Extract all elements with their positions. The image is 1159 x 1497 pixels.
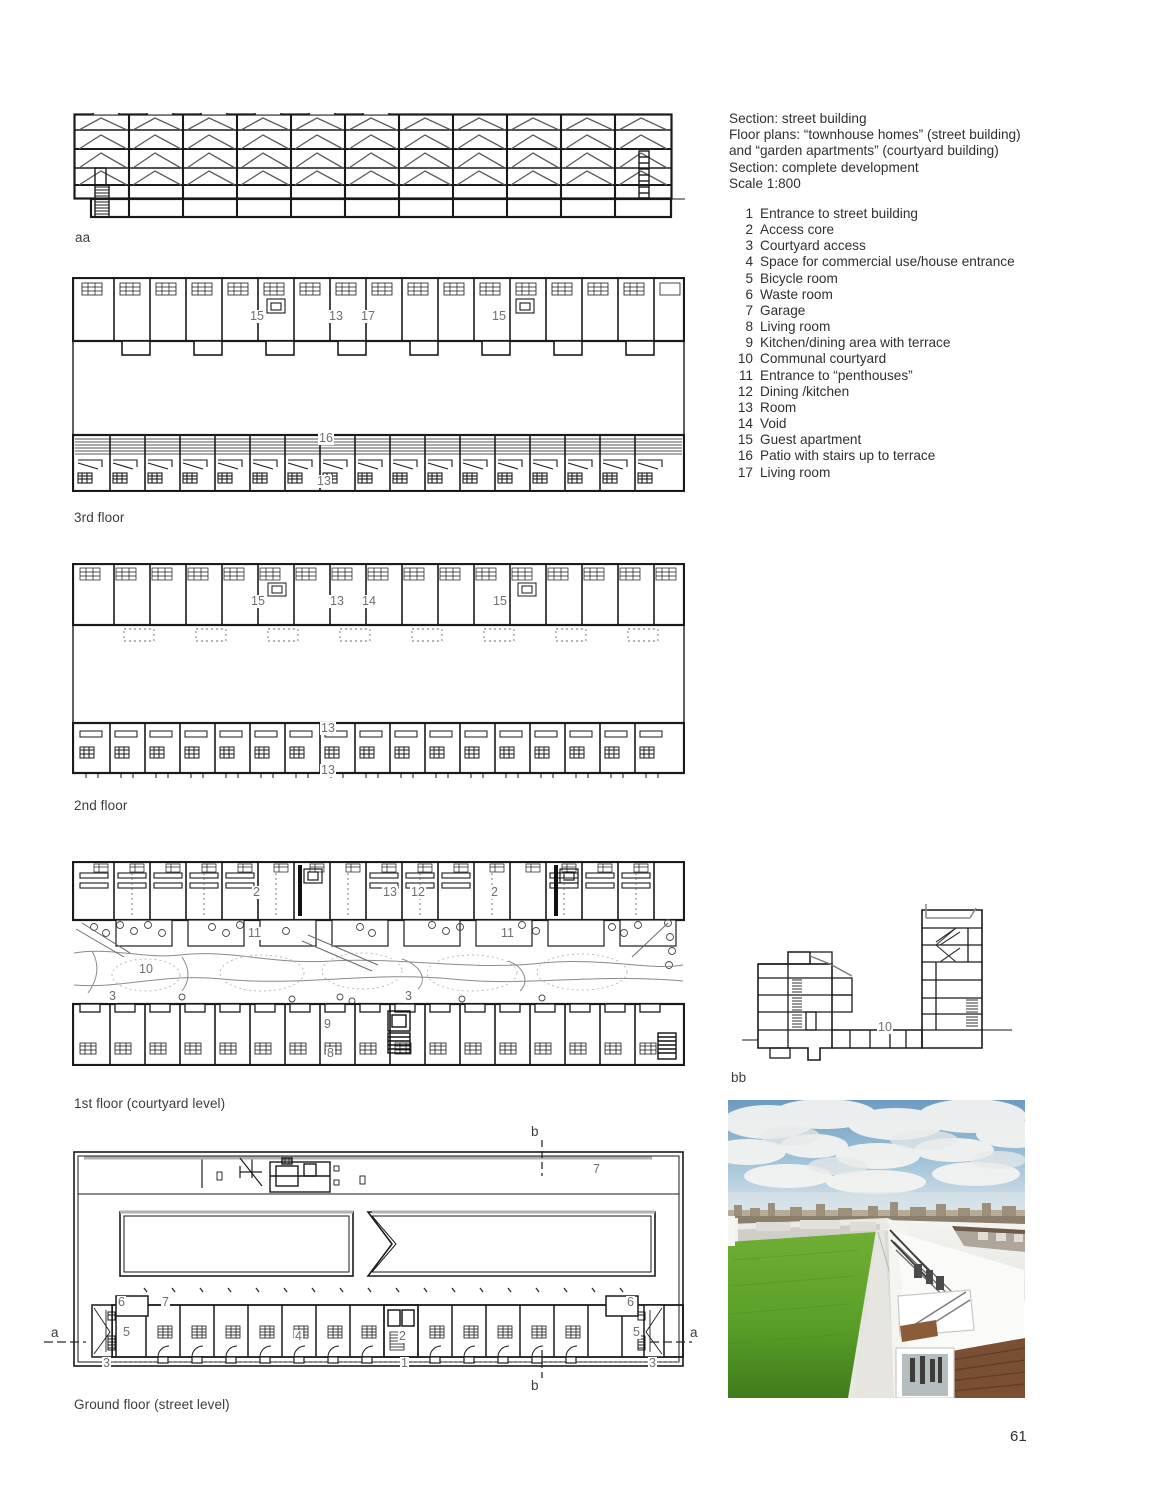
- legend-number: 14: [737, 416, 753, 432]
- section-line-b-top: [540, 1140, 544, 1176]
- info-line: Floor plans: “townhouse homes” (street building): [729, 127, 1021, 143]
- legend-item: [729, 206, 1059, 222]
- legend-number: 6: [745, 286, 753, 302]
- legend-label: Space for commercial use/house entrance: [760, 254, 1015, 270]
- section-aa-svg: [73, 113, 685, 219]
- legend-item: [729, 465, 1059, 481]
- legend-number: 9: [745, 335, 753, 351]
- legend-label: Access core: [760, 222, 835, 238]
- info-line: Scale 1:800: [729, 175, 801, 191]
- room-tag: 4: [295, 1329, 302, 1343]
- section-marker-label-a: a: [51, 1325, 59, 1340]
- room-tag: 7: [593, 1162, 600, 1176]
- room-tag: 11: [248, 926, 261, 940]
- room-tag: 8: [327, 1046, 334, 1060]
- legend-label: Void: [760, 416, 787, 432]
- legend-item: [729, 448, 1059, 464]
- room-tag: 3: [103, 1356, 110, 1370]
- section-line-a-left: [44, 1340, 86, 1344]
- section-bb-svg: [740, 900, 1015, 1065]
- legend-number: 7: [745, 302, 753, 318]
- legend-item: [729, 384, 1059, 400]
- floor-3-svg: [72, 277, 685, 492]
- room-tag: 13: [329, 309, 343, 323]
- room-tag: 6: [118, 1295, 125, 1309]
- legend-number: 2: [745, 222, 753, 238]
- legend-label: Patio with stairs up to terrace: [760, 448, 936, 464]
- legend-label: Living room: [760, 319, 831, 335]
- legend-label: Dining /kitchen: [760, 383, 850, 399]
- legend-label: Living room: [760, 464, 831, 480]
- legend-number: 4: [745, 254, 753, 270]
- legend-label: Communal courtyard: [760, 351, 887, 367]
- legend-label: Guest apartment: [760, 432, 862, 448]
- drawing-section-bb: [740, 900, 1015, 1065]
- legend-number: 12: [737, 383, 753, 399]
- legend-item: [729, 351, 1059, 367]
- legend-number: 17: [737, 464, 753, 480]
- drawing-floor-3: [72, 277, 685, 492]
- legend-label: Bicycle room: [760, 270, 838, 286]
- legend-label: Room: [760, 399, 797, 415]
- section-line-b-bottom: [540, 1350, 544, 1378]
- room-tag: 15: [251, 594, 265, 608]
- room-tag: 13: [321, 721, 335, 735]
- legend-label: Entrance to street building: [760, 206, 918, 221]
- caption-ground-floor: Ground floor (street level): [74, 1397, 230, 1412]
- legend-item: [729, 368, 1059, 384]
- room-tag: 15: [493, 594, 507, 608]
- legend-item: [729, 287, 1059, 303]
- caption-floor-2: 2nd floor: [74, 798, 128, 813]
- caption-section-bb: bb: [731, 1070, 747, 1085]
- info-line: and “garden apartments” (courtyard building): [729, 143, 999, 159]
- legend-label: Courtyard access: [760, 238, 866, 254]
- room-tag: 17: [361, 309, 375, 323]
- caption-section-aa: aa: [75, 230, 91, 245]
- legend-list: [729, 206, 1059, 481]
- room-tag: 16: [319, 431, 333, 445]
- legend-item: [729, 400, 1059, 416]
- floor-1-svg: [72, 861, 685, 1066]
- room-tag: 15: [250, 309, 264, 323]
- section-marker-label-a2: a: [690, 1325, 698, 1340]
- drawing-section-aa: [73, 113, 685, 219]
- legend-item: [729, 416, 1059, 432]
- room-tag: 2: [399, 1329, 406, 1343]
- legend-number: 11: [738, 367, 753, 383]
- legend-item: [729, 335, 1059, 351]
- caption-floor-3: 3rd floor: [74, 510, 125, 525]
- room-tag: 13: [317, 474, 331, 488]
- room-tag: 14: [362, 594, 376, 608]
- legend-item: [729, 254, 1059, 270]
- room-tag: 12: [411, 885, 425, 899]
- legend-number: 1: [745, 206, 753, 221]
- room-tag: 7: [162, 1295, 169, 1309]
- drawing-ground-floor: [72, 1150, 685, 1368]
- legend-number: 5: [745, 270, 753, 286]
- legend-number: 13: [737, 399, 753, 415]
- room-tag: 5: [123, 1325, 130, 1339]
- legend-item: [729, 222, 1059, 238]
- info-line: Section: street building: [729, 111, 867, 126]
- room-tag: 3: [109, 989, 116, 1003]
- legend-label: Kitchen/dining area with terrace: [760, 335, 951, 351]
- roof-terrace-photo-svg: [728, 1100, 1025, 1398]
- room-tag: 2: [491, 885, 498, 899]
- legend-number: 15: [737, 432, 753, 448]
- drawing-floor-1: [72, 861, 685, 1066]
- legend-label: Garage: [760, 302, 806, 318]
- room-tag: 3: [649, 1356, 656, 1370]
- drawing-floor-2: [72, 563, 685, 781]
- room-tag: 6: [627, 1295, 634, 1309]
- floor-2-svg: [72, 563, 685, 781]
- legend-number: 8: [745, 319, 753, 335]
- legend-item: [729, 271, 1059, 287]
- section-marker-label-b2: b: [531, 1378, 539, 1393]
- legend-number: 16: [737, 448, 753, 464]
- caption-floor-1: 1st floor (courtyard level): [74, 1096, 226, 1111]
- info-line: Section: complete development: [729, 159, 919, 175]
- room-tag: 10: [878, 1020, 892, 1034]
- ground-floor-svg: [72, 1150, 685, 1368]
- section-line-a-right: [650, 1340, 692, 1344]
- page-number: 61: [1010, 1428, 1027, 1445]
- drawing-info-block: [729, 111, 1049, 192]
- room-tag: 9: [324, 1017, 331, 1031]
- section-marker-label-b: b: [531, 1124, 539, 1139]
- room-tag: 5: [633, 1325, 640, 1339]
- room-tag: 1: [401, 1356, 408, 1370]
- room-tag: 10: [139, 962, 153, 976]
- legend-item: [729, 238, 1059, 254]
- room-tag: 13: [383, 885, 397, 899]
- legend-number: 10: [737, 351, 753, 367]
- room-tag: 11: [501, 926, 514, 940]
- room-tag: 2: [253, 885, 260, 899]
- legend-item: [729, 319, 1059, 335]
- legend-number: 3: [745, 238, 753, 254]
- room-tag: 13: [330, 594, 344, 608]
- room-tag: 15: [492, 309, 506, 323]
- legend-item: [729, 432, 1059, 448]
- legend-label: Entrance to “penthouses”: [760, 367, 913, 383]
- room-tag: 3: [405, 989, 412, 1003]
- room-tag: 13: [321, 763, 335, 777]
- legend-label: Waste room: [760, 286, 833, 302]
- legend-item: [729, 303, 1059, 319]
- roof-terrace-photo: [728, 1100, 1025, 1398]
